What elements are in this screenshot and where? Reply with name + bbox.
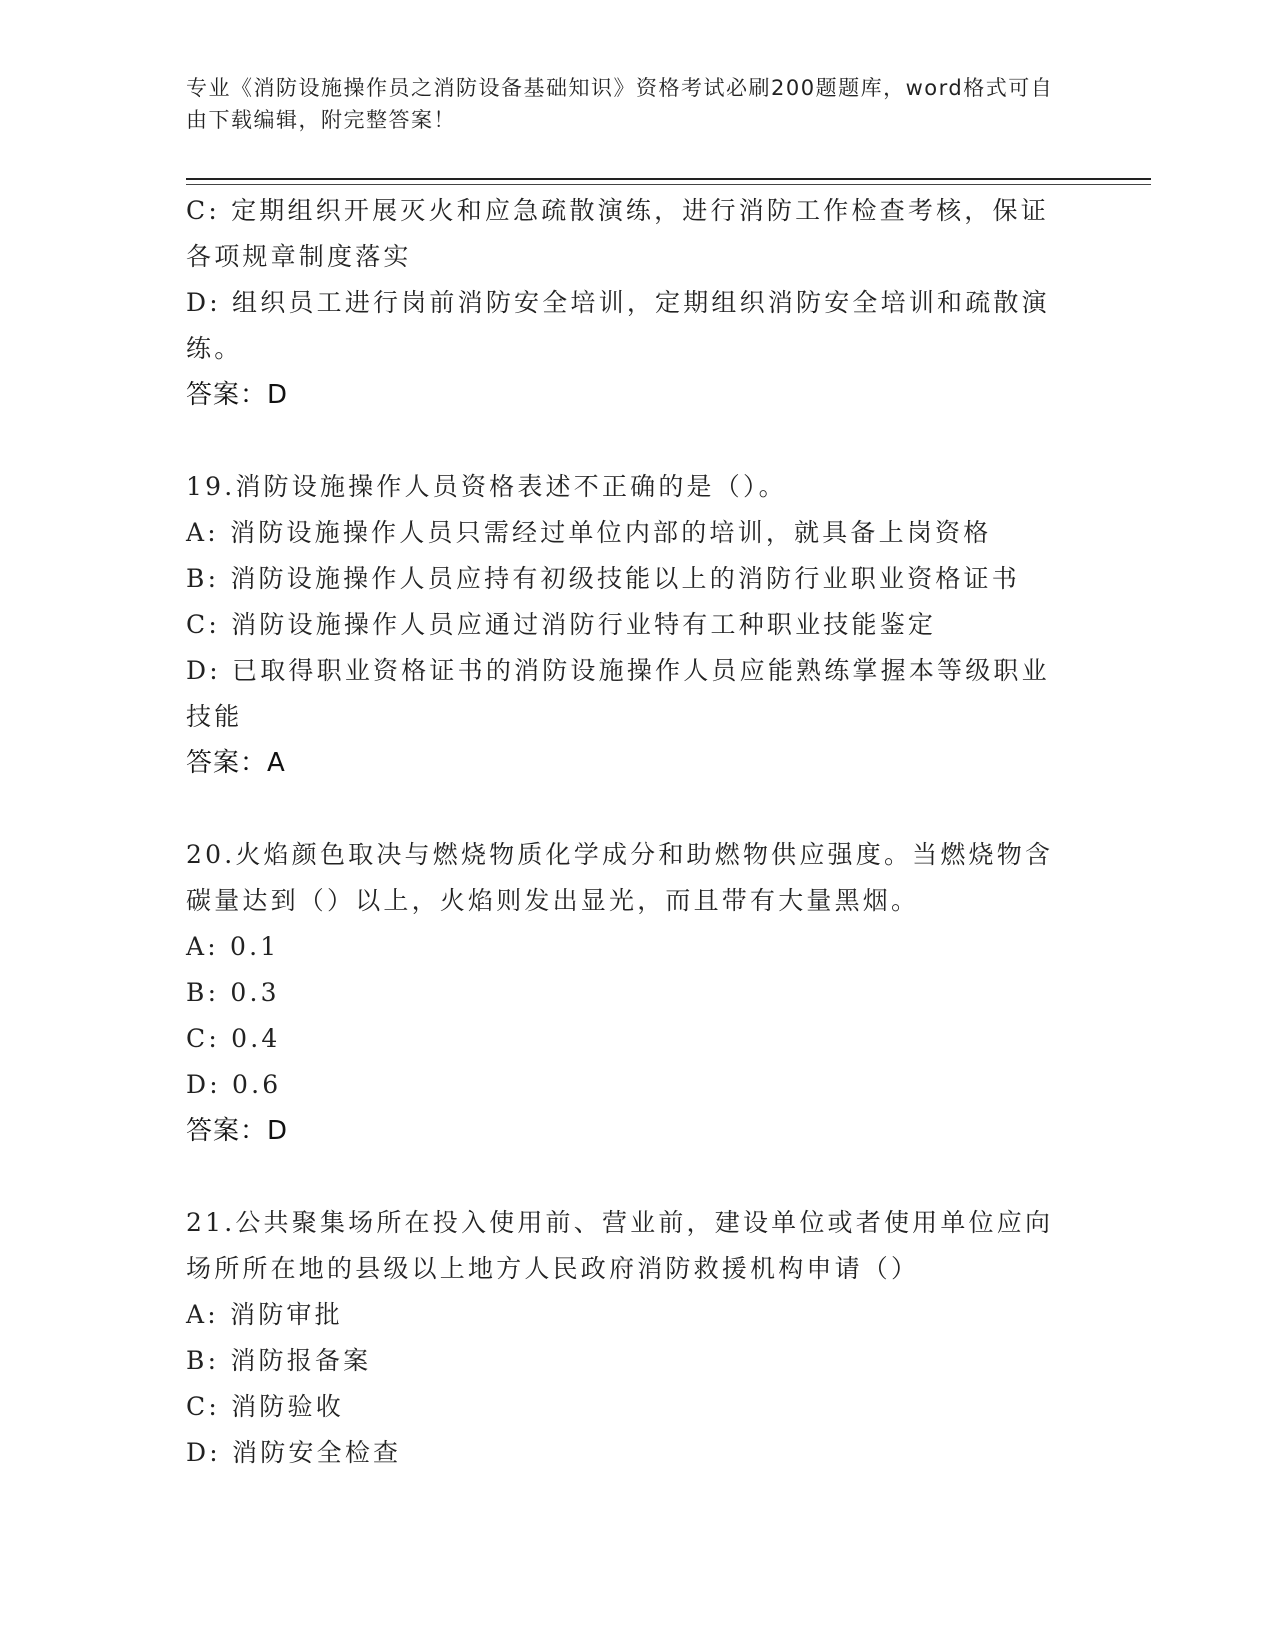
- option-b: B: 消防设施操作人员应持有初级技能以上的消防行业职业资格证书: [186, 564, 1020, 593]
- option-a: A: 0.1: [186, 932, 280, 961]
- option-c: C: 0.4: [186, 1024, 281, 1053]
- option-c: C: 消防验收: [186, 1392, 344, 1421]
- option-d: D: 已取得职业资格证书的消防设施操作人员应能熟练掌握本等级职业技能: [186, 656, 1050, 731]
- answer-label: 答案：D: [186, 380, 289, 410]
- answer-label: 答案：A: [186, 748, 286, 778]
- question-19: [186, 464, 1076, 786]
- header-divider-thick: [186, 178, 1151, 180]
- question-content: [186, 188, 1076, 1476]
- question-stem: 21.公共聚集场所在投入使用前、营业前，建设单位或者使用单位应向场所所在地的县级以上地方人民政府消防救援机构申请（）: [186, 1208, 1054, 1283]
- option-c: C: 消防设施操作人员应通过消防行业特有工种职业技能鉴定: [186, 610, 937, 639]
- option-b: B: 消防报备案: [186, 1346, 372, 1375]
- answer-label: 答案：D: [186, 1116, 289, 1146]
- option-b: B: 0.3: [186, 978, 280, 1007]
- header-divider-thin: [186, 184, 1151, 185]
- question-stem: 19.消防设施操作人员资格表述不正确的是（）。: [186, 472, 787, 501]
- option-a: A: 消防审批: [186, 1300, 343, 1329]
- option-a: A: 消防设施操作人员只需经过单位内部的培训，就具备上岗资格: [186, 518, 992, 547]
- document-header: 专业《消防设施操作员之消防设备基础知识》资格考试必刷200题题库，word格式可自由下载编辑，附完整答案！: [186, 76, 1054, 132]
- continued-question: [186, 188, 1076, 418]
- question-20: [186, 832, 1076, 1154]
- question-21: [186, 1200, 1076, 1476]
- option-d: D: 0.6: [186, 1070, 282, 1099]
- option-c: C: 定期组织开展灭火和应急疏散演练，进行消防工作检查考核，保证各项规章制度落实: [186, 196, 1049, 271]
- question-stem: 20.火焰颜色取决与燃烧物质化学成分和助燃物供应强度。当燃烧物含碳量达到（）以上，火焰则发出显光，而且带有大量黑烟。: [186, 840, 1054, 915]
- option-d: D: 消防安全检查: [186, 1438, 402, 1467]
- option-d: D: 组织员工进行岗前消防安全培训，定期组织消防安全培训和疏散演练。: [186, 288, 1050, 363]
